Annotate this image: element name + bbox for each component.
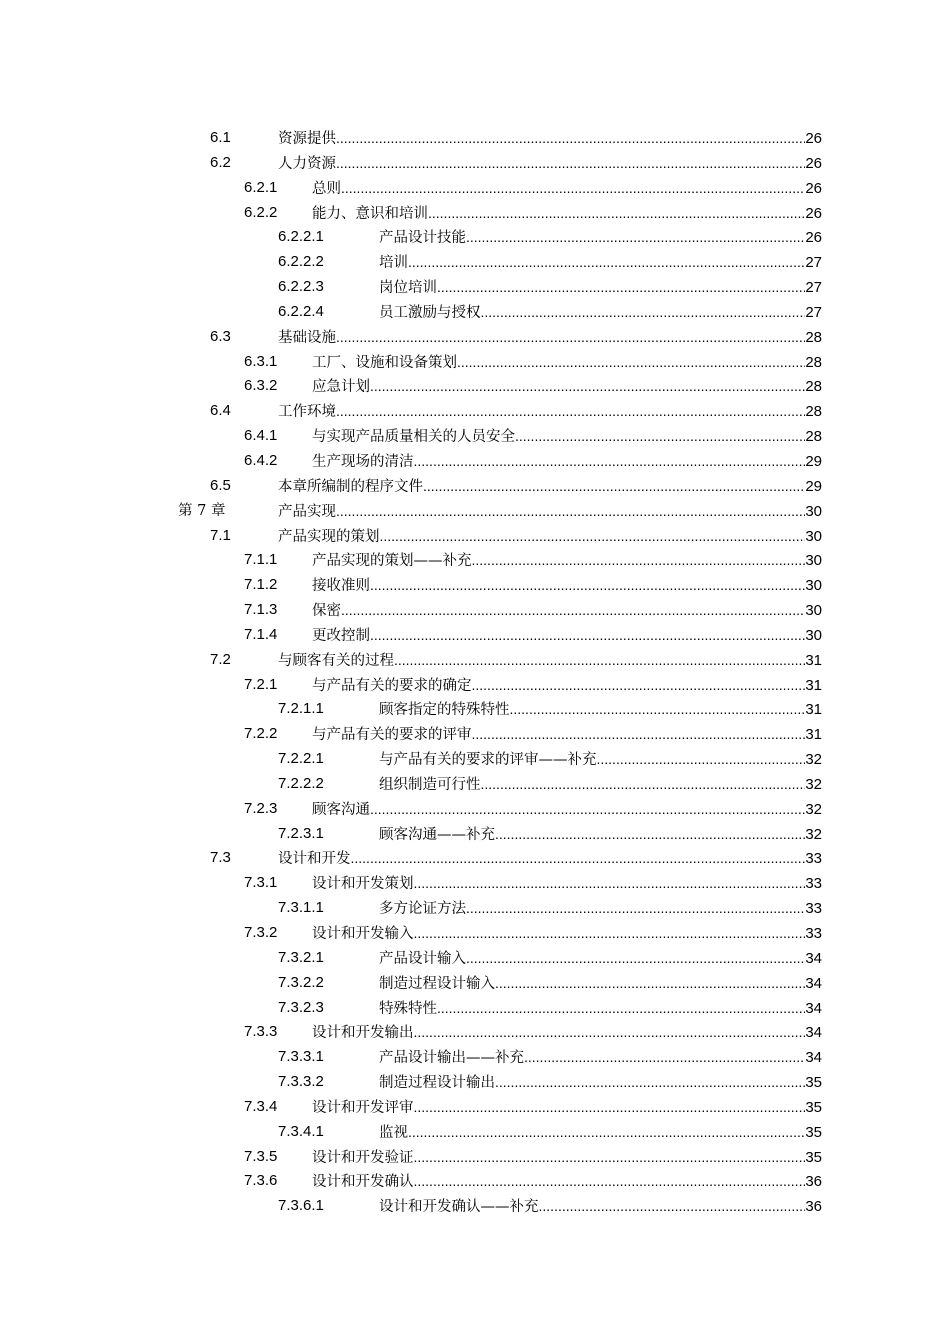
toc-entry-number: 6.2	[210, 153, 231, 171]
toc-entry-number: 7.3.6.1	[278, 1197, 324, 1215]
toc-entry-line	[379, 822, 822, 848]
dot-leader	[466, 946, 805, 971]
toc-entry-number: 6.4	[210, 402, 231, 420]
toc-entry-title: 设计和开发确认	[312, 1174, 414, 1191]
toc-entry[interactable]	[0, 250, 950, 275]
toc-entry-number: 7.1.3	[244, 601, 278, 619]
toc-entry-page: 26	[805, 204, 822, 222]
toc-entry[interactable]	[0, 548, 950, 573]
toc-entry-number: 6.2.2.3	[278, 278, 324, 296]
dot-leader	[524, 1045, 805, 1070]
toc-entry-page: 28	[805, 428, 822, 446]
toc-entry-line	[278, 846, 822, 872]
toc-entry-page: 33	[805, 900, 822, 918]
toc-entry-title: 产品实现	[278, 503, 336, 520]
toc-entry[interactable]	[0, 648, 950, 673]
toc-entry-line	[278, 474, 822, 500]
toc-entry-title: 更改控制	[312, 627, 370, 644]
dot-leader	[437, 996, 805, 1021]
toc-entry-number: 7.2.2.2	[278, 774, 324, 792]
dot-leader	[370, 623, 805, 648]
toc-entry-line	[312, 1095, 822, 1121]
toc-entry[interactable]	[0, 623, 950, 648]
toc-entry-title: 设计和开发	[278, 851, 351, 868]
dot-leader	[428, 201, 805, 226]
dot-leader	[414, 871, 806, 896]
toc-entry-page: 32	[805, 800, 822, 818]
toc-entry-number: 7.2.1.1	[278, 700, 324, 718]
dot-leader	[515, 424, 805, 449]
toc-entry-number: 第 7 章	[178, 502, 226, 519]
dot-leader	[341, 598, 805, 623]
dot-leader	[414, 1020, 806, 1045]
toc-entry-page: 34	[805, 974, 822, 992]
dot-leader	[336, 325, 805, 350]
dot-leader	[370, 797, 805, 822]
toc-entry-title: 能力、意识和培训	[312, 205, 428, 222]
toc-entry[interactable]	[0, 325, 950, 350]
toc-entry-line	[379, 747, 822, 773]
toc-entry-page: 31	[805, 726, 822, 744]
toc-entry-line	[379, 772, 822, 798]
toc-entry-title: 培训	[379, 255, 408, 272]
toc-entry-title: 基础设施	[278, 329, 336, 346]
toc-entry-number: 7.1.2	[244, 576, 278, 594]
toc-entry-line	[312, 201, 822, 227]
toc-entry-line	[379, 996, 822, 1022]
toc-entry-line	[312, 921, 822, 947]
toc-entry-line	[312, 797, 822, 823]
toc-entry-title: 与产品有关的要求的确定	[312, 677, 472, 694]
toc-entry-title: 产品设计输入	[379, 950, 466, 967]
toc-entry-number: 7.3.3	[244, 1023, 278, 1041]
dot-leader	[351, 846, 806, 871]
toc-entry-title: 人力资源	[278, 155, 336, 172]
toc-entry-number: 7.2.2.1	[278, 750, 324, 768]
toc-entry-page: 30	[805, 527, 822, 545]
table-of-contents	[0, 126, 950, 1219]
dot-leader	[414, 1095, 806, 1120]
toc-entry-title: 与顾客有关的过程	[278, 652, 394, 669]
dot-leader	[370, 374, 805, 399]
toc-entry-page: 30	[805, 552, 822, 570]
dot-leader	[481, 772, 806, 797]
toc-entry[interactable]	[0, 275, 950, 300]
dot-leader	[539, 1194, 806, 1219]
toc-entry-page: 31	[805, 651, 822, 669]
dot-leader	[341, 176, 805, 201]
dot-leader	[472, 548, 806, 573]
dot-leader	[472, 673, 806, 698]
toc-entry-number: 6.4.1	[244, 427, 278, 445]
toc-entry-title: 产品实现的策划——补充	[312, 553, 472, 570]
toc-entry-number: 7.3.4.1	[278, 1122, 324, 1140]
toc-entry[interactable]	[0, 424, 950, 449]
toc-entry-number: 6.2.2	[244, 203, 278, 221]
toc-entry-line	[312, 176, 822, 202]
toc-entry-line	[312, 424, 822, 450]
toc-entry-page: 34	[805, 999, 822, 1017]
toc-entry-title: 顾客沟通	[312, 801, 370, 818]
toc-entry[interactable]	[0, 524, 950, 549]
dot-leader	[414, 449, 806, 474]
toc-entry-line	[379, 275, 822, 301]
toc-entry-number: 7.3	[210, 849, 231, 867]
toc-entry[interactable]	[0, 1169, 950, 1194]
toc-entry-page: 31	[805, 701, 822, 719]
toc-entry-page: 36	[805, 1173, 822, 1191]
toc-entry-title: 设计和开发确认——补充	[379, 1199, 539, 1216]
toc-entry[interactable]	[0, 474, 950, 499]
dot-leader	[495, 971, 805, 996]
toc-entry-line	[312, 871, 822, 897]
toc-entry-page: 28	[805, 328, 822, 346]
toc-entry-number: 6.2.2.4	[278, 302, 324, 320]
toc-entry-page: 35	[805, 1074, 822, 1092]
toc-entry-number: 7.3.6	[244, 1172, 278, 1190]
toc-entry-line	[312, 623, 822, 649]
toc-entry-title: 岗位培训	[379, 280, 437, 297]
dot-leader	[336, 126, 805, 151]
toc-entry-line	[379, 1070, 822, 1096]
toc-entry-page: 32	[805, 825, 822, 843]
toc-entry-line	[379, 1120, 822, 1146]
toc-entry-line	[278, 648, 822, 674]
dot-leader	[597, 747, 806, 772]
toc-entry-page: 28	[805, 403, 822, 421]
toc-entry[interactable]	[0, 399, 950, 424]
toc-entry-line	[379, 1194, 822, 1220]
toc-entry-line	[379, 971, 822, 997]
toc-entry-number: 7.3.5	[244, 1147, 278, 1165]
toc-entry-line	[312, 1020, 822, 1046]
toc-entry-number: 7.3.1	[244, 874, 278, 892]
toc-entry-line	[312, 374, 822, 400]
toc-entry-page: 34	[805, 949, 822, 967]
dot-leader	[336, 151, 805, 176]
toc-entry-page: 34	[805, 1049, 822, 1067]
toc-entry[interactable]	[0, 871, 950, 896]
toc-entry-page: 33	[805, 925, 822, 942]
toc-entry-title: 产品设计输出——补充	[379, 1050, 524, 1067]
toc-entry-title: 制造过程设计输入	[379, 975, 495, 992]
toc-entry-line	[379, 1045, 822, 1071]
toc-entry-number: 7.3.2.3	[278, 998, 324, 1016]
toc-entry[interactable]	[0, 946, 950, 971]
dot-leader	[414, 1145, 806, 1170]
toc-entry-page: 35	[805, 1098, 822, 1116]
dot-leader	[495, 1070, 805, 1095]
toc-entry-page: 29	[805, 477, 822, 495]
toc-entry-line	[278, 399, 822, 425]
toc-entry-page: 30	[805, 602, 822, 620]
toc-entry[interactable]	[0, 1095, 950, 1120]
toc-entry[interactable]	[0, 772, 950, 797]
toc-entry[interactable]	[0, 573, 950, 598]
toc-entry-page: 26	[805, 154, 822, 172]
dot-leader	[466, 896, 805, 921]
toc-entry[interactable]	[0, 1145, 950, 1170]
toc-entry-number: 7.3.2.2	[278, 973, 324, 991]
toc-entry[interactable]	[0, 1120, 950, 1145]
dot-leader	[414, 921, 806, 946]
dot-leader	[466, 225, 805, 250]
toc-entry-title: 设计和开发输入	[312, 926, 414, 942]
toc-entry-page: 35	[805, 1123, 822, 1141]
toc-entry-page: 29	[805, 452, 822, 470]
toc-entry-page: 36	[805, 1198, 822, 1216]
toc-entry-page: 30	[805, 577, 822, 595]
toc-entry-number: 7.2.3	[244, 799, 278, 817]
dot-leader	[457, 350, 805, 375]
toc-entry[interactable]	[0, 747, 950, 772]
toc-entry-number: 6.2.2.2	[278, 253, 324, 271]
toc-entry-title: 设计和开发评审	[312, 1099, 414, 1116]
toc-entry[interactable]	[0, 697, 950, 722]
toc-entry-number: 6.2.1	[244, 178, 278, 196]
toc-entry-page: 33	[805, 875, 822, 893]
toc-entry-page: 34	[805, 1024, 822, 1042]
toc-entry-title: 制造过程设计输出	[379, 1075, 495, 1092]
toc-entry-title: 应急计划	[312, 379, 370, 396]
toc-entry-page: 31	[805, 676, 822, 694]
toc-entry-number: 7.3.1.1	[278, 899, 324, 917]
toc-entry-number: 7.1.1	[244, 551, 278, 569]
toc-entry-title: 生产现场的清洁	[312, 453, 414, 470]
toc-entry-title: 监视	[379, 1124, 408, 1141]
toc-entry[interactable]	[0, 225, 950, 250]
toc-entry[interactable]	[0, 971, 950, 996]
toc-entry-title: 设计和开发输出	[312, 1025, 414, 1042]
toc-entry-page: 26	[805, 130, 822, 147]
toc-entry-title: 总则	[312, 180, 341, 197]
toc-entry-title: 与产品有关的要求的评审	[312, 727, 472, 744]
toc-entry-page: 28	[805, 378, 822, 396]
toc-entry[interactable]	[0, 896, 950, 921]
toc-entry-title: 顾客指定的特殊特性	[379, 702, 510, 719]
toc-entry-line	[278, 499, 822, 525]
toc-entry-line	[312, 548, 822, 574]
dot-leader	[510, 697, 806, 722]
toc-entry[interactable]	[0, 996, 950, 1021]
toc-entry-page: 35	[805, 1148, 822, 1166]
dot-leader	[414, 1169, 806, 1194]
toc-entry-number: 7.2.1	[244, 675, 278, 693]
toc-entry-number: 7.2.2	[244, 725, 278, 743]
toc-entry-line	[312, 449, 822, 475]
toc-entry-line	[278, 126, 822, 152]
toc-entry[interactable]	[0, 126, 950, 151]
toc-entry[interactable]	[0, 201, 950, 226]
toc-entry-title: 设计和开发验证	[312, 1149, 414, 1166]
toc-entry-title: 顾客沟通——补充	[379, 826, 495, 843]
dot-leader	[423, 474, 805, 499]
toc-entry-page: 28	[805, 353, 822, 371]
toc-entry-line	[312, 673, 822, 699]
toc-entry-line	[379, 250, 822, 276]
toc-entry[interactable]	[0, 822, 950, 847]
toc-entry-title: 保密	[312, 603, 341, 620]
toc-entry-line	[278, 325, 822, 351]
toc-entry[interactable]	[0, 722, 950, 747]
dot-leader	[408, 250, 805, 275]
toc-entry-title: 接收准则	[312, 578, 370, 595]
toc-entry-title: 与产品有关的要求的评审——补充	[379, 752, 597, 769]
toc-entry-title: 工作环境	[278, 404, 336, 421]
toc-entry-number: 6.5	[210, 476, 231, 494]
toc-entry-line	[312, 573, 822, 599]
toc-entry-number: 7.1.4	[244, 625, 278, 643]
toc-entry[interactable]	[0, 1045, 950, 1070]
toc-entry-number: 7.3.3.2	[278, 1073, 324, 1091]
dot-leader	[437, 275, 805, 300]
dot-leader	[370, 573, 805, 598]
toc-entry-line	[312, 1145, 822, 1171]
toc-entry[interactable]	[0, 598, 950, 623]
toc-entry-number: 6.1	[210, 129, 231, 146]
toc-entry-page: 27	[805, 303, 822, 321]
dot-leader	[394, 648, 805, 673]
toc-entry[interactable]	[0, 176, 950, 201]
dot-leader	[380, 524, 806, 549]
toc-entry-page: 30	[805, 502, 822, 520]
toc-entry-title: 与实现产品质量相关的人员安全	[312, 429, 515, 446]
toc-entry-title: 组织制造可行性	[379, 776, 481, 793]
toc-entry-page: 27	[805, 254, 822, 272]
dot-leader	[495, 822, 805, 847]
toc-entry-line	[312, 598, 822, 624]
toc-entry-line	[379, 697, 822, 723]
dot-leader	[481, 300, 806, 325]
toc-entry-number: 6.3	[210, 327, 231, 345]
toc-entry-title: 员工激励与授权	[379, 304, 481, 321]
toc-entry-title: 产品实现的策划	[278, 528, 380, 545]
toc-entry[interactable]	[0, 921, 950, 946]
toc-entry-number: 7.3.4	[244, 1097, 278, 1115]
toc-entry[interactable]	[0, 846, 950, 871]
toc-entry[interactable]	[0, 449, 950, 474]
dot-leader	[408, 1120, 805, 1145]
toc-entry-line	[379, 225, 822, 251]
toc-entry[interactable]	[0, 300, 950, 325]
toc-entry-page: 30	[805, 626, 822, 644]
toc-entry-line	[312, 722, 822, 748]
toc-entry-line	[312, 350, 822, 376]
toc-entry-line	[379, 300, 822, 326]
toc-entry-page: 32	[805, 751, 822, 769]
toc-entry-number: 7.2.3.1	[278, 824, 324, 842]
toc-entry-title: 设计和开发策划	[312, 876, 414, 893]
toc-entry-title: 工厂、设施和设备策划	[312, 354, 457, 371]
toc-entry[interactable]	[0, 499, 950, 524]
toc-entry[interactable]	[0, 1020, 950, 1045]
toc-entry[interactable]	[0, 1194, 950, 1219]
toc-entry-title: 产品设计技能	[379, 230, 466, 247]
toc-entry[interactable]	[0, 797, 950, 822]
toc-entry-page: 26	[805, 179, 822, 197]
toc-entry[interactable]	[0, 151, 950, 176]
dot-leader	[336, 399, 805, 424]
toc-entry[interactable]	[0, 673, 950, 698]
toc-entry-title: 资源提供	[278, 131, 336, 147]
toc-entry-title: 特殊特性	[379, 1000, 437, 1017]
toc-entry[interactable]	[0, 350, 950, 375]
toc-entry-line	[278, 524, 822, 550]
toc-entry-page: 32	[805, 775, 822, 793]
toc-entry-page: 27	[805, 279, 822, 297]
toc-entry-line	[379, 896, 822, 922]
toc-entry-title: 多方论证方法	[379, 901, 466, 918]
toc-entry[interactable]	[0, 374, 950, 399]
toc-entry-line	[379, 946, 822, 972]
toc-entry-number: 7.3.2	[244, 924, 278, 941]
toc-entry-line	[278, 151, 822, 177]
toc-entry-number: 7.3.2.1	[278, 948, 324, 966]
toc-entry-line	[312, 1169, 822, 1195]
toc-entry-page: 26	[805, 229, 822, 247]
dot-leader	[472, 722, 806, 747]
toc-entry-number: 6.3.2	[244, 377, 278, 395]
toc-entry-number: 6.2.2.1	[278, 228, 324, 246]
toc-entry-page: 33	[805, 850, 822, 868]
toc-entry-title: 本章所编制的程序文件	[278, 478, 423, 495]
toc-entry-number: 7.1	[210, 526, 231, 544]
dot-leader	[336, 499, 805, 524]
toc-entry[interactable]	[0, 1070, 950, 1095]
toc-entry-number: 6.4.2	[244, 451, 278, 469]
toc-entry-number: 7.3.3.1	[278, 1048, 324, 1066]
toc-entry-number: 6.3.1	[244, 352, 278, 370]
toc-entry-number: 7.2	[210, 650, 231, 668]
